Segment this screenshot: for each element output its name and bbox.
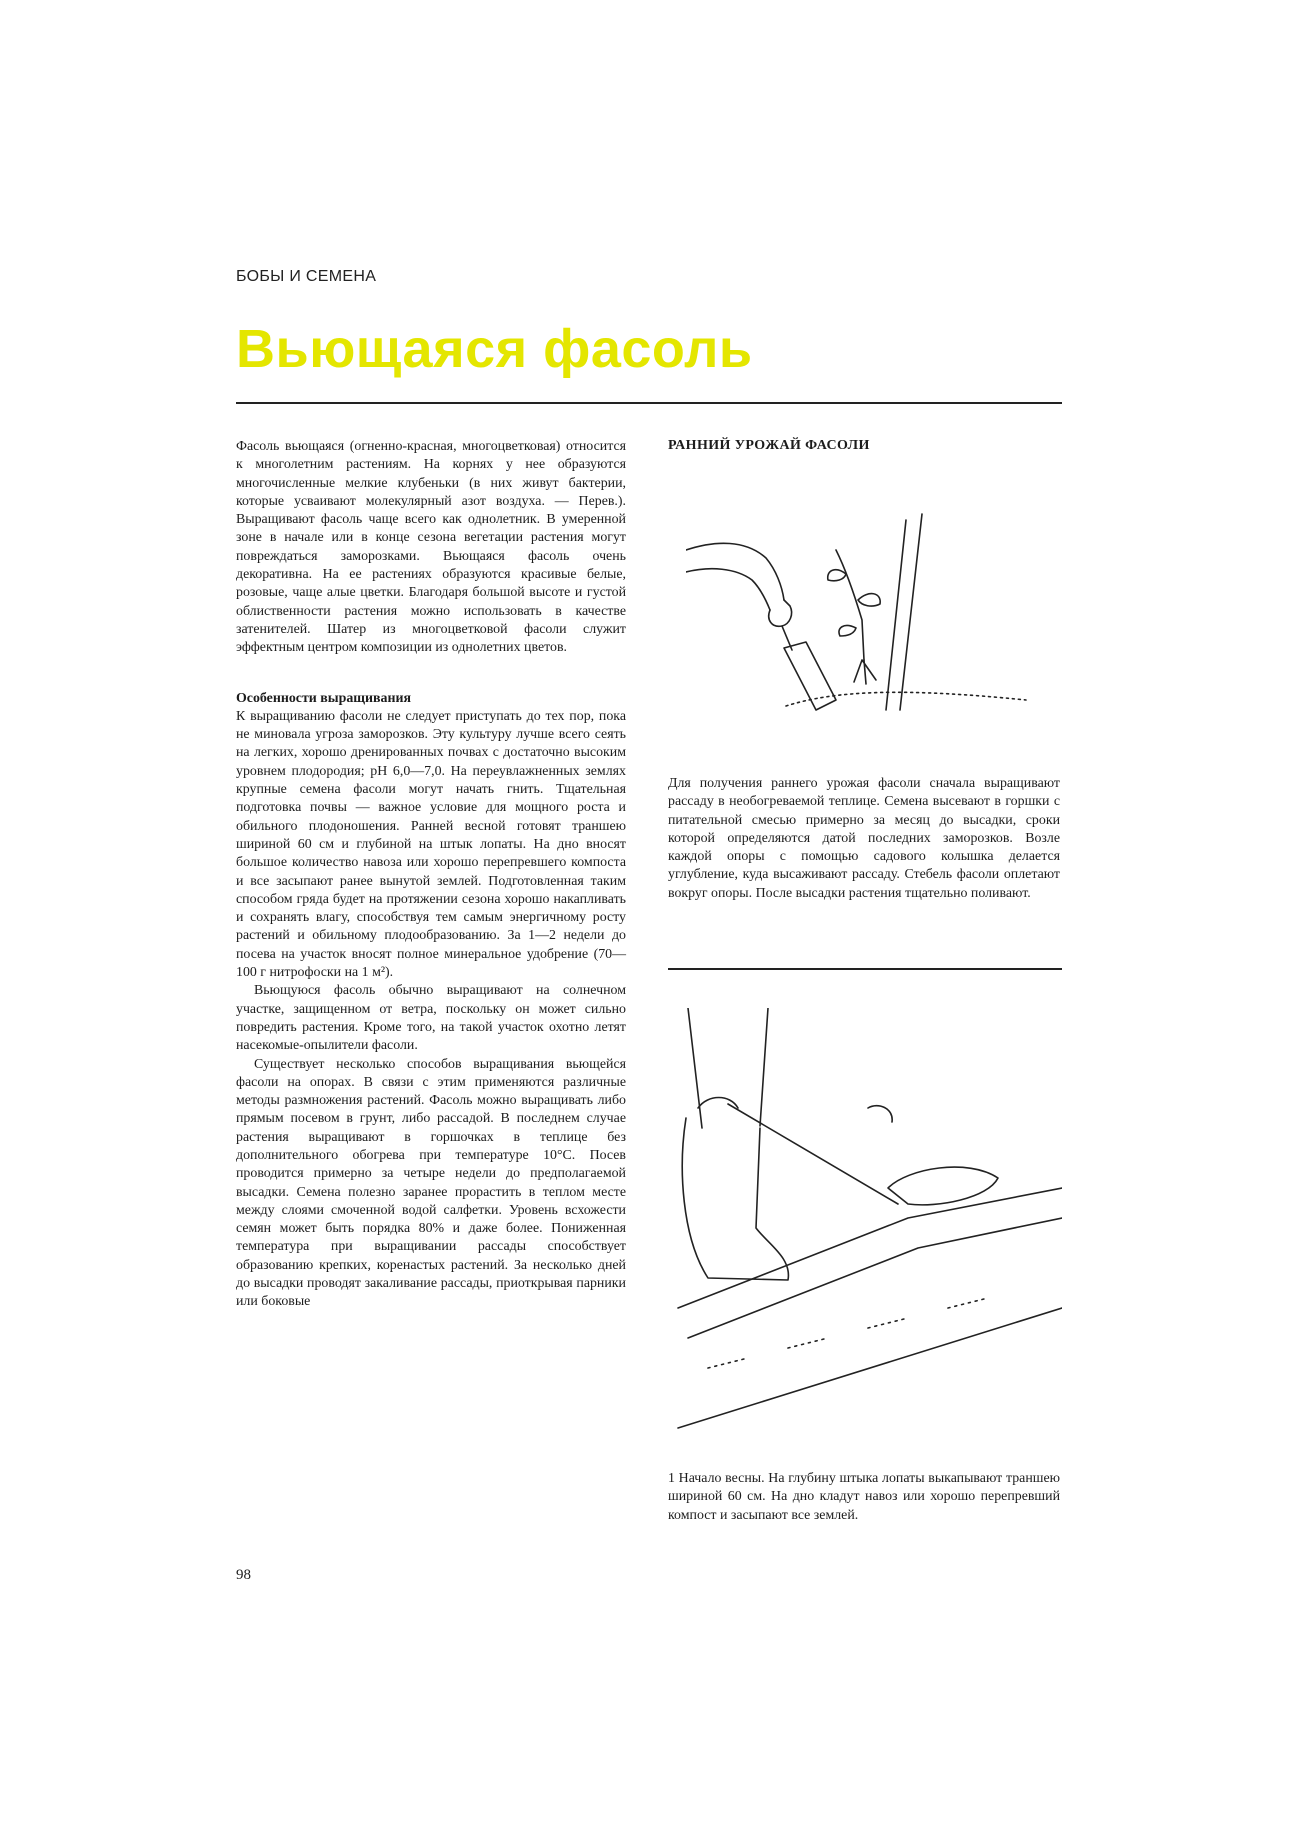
title-divider <box>236 402 1062 404</box>
figure-caption: 1 Начало весны. На глубину штыка лопаты выкапывают траншею шириной 60 см. На дно кладут навоз или хорошо перепревший компост и засыпают все землей. <box>668 1471 1060 1523</box>
legs <box>688 1008 768 1128</box>
page-title: Вьющаяся фасоль <box>236 319 753 379</box>
intro-paragraph: Фасоль вьющаяся (огненно-красная, многоцветковая) относится к многолетним растениям. На корнях у нее образуются многочисленные мелкие клубеньки (в них живут бактерии, которые усваивают молекулярный азот воздуха. — Перев.). Выращивают фасоль чаще всего как однолетник. В умеренной зоне в начале или в конце сезона вегетации растения могут повреждаться заморозками. Вьющаяся фасоль очень декоративна. На ее растениях образуются красивые белые, розовые, чаще алые цветки. Благодаря большой высоте и густой облиственности растения можно использовать в качестве затенителей. Шатер из многоцветковой фасоли служит эффектным центром композиции из однолетних цветов. <box>236 439 626 656</box>
sidebar-heading: РАННИЙ УРОЖАЙ ФАСОЛИ <box>668 438 870 453</box>
fork-handle <box>728 1104 898 1204</box>
digging-trench-illustration <box>668 1008 1062 1444</box>
boot <box>682 1118 788 1280</box>
body-paragraph-1: К выращиванию фасоли не следует приступать до тех пор, пока не миновала угроза заморозков. Эту культуру лучше всего сеять на легких, хорошо дренированных почвах с достаточно высоким уровнем плодородия; pH 6,0—7,0. На переувлажненных землях крупные семена фасоли могут начать гнить. Тщательная подготовка почвы — важное условие для мощного роста и обильного плодоношения. Ранней весной готовят траншею шириной 60 см и глубиной на штык лопаты. На дно вносят большое количество навоза или хорошо перепревшего компоста и все засыпают ранее вынутой землей. Подготовленная таким способом гряда будет на протяжении сезона хорошо накапливать и сохранять влагу, способствуя тем самым энергичному росту растений и обильному плодообразованию. За 1—2 недели до посева на участок вносят полное минеральное удобрение (70—100 г нитрофоски на 1 м²). <box>236 708 626 981</box>
soil-bed <box>678 1308 1062 1428</box>
trench-front-edge <box>688 1218 1062 1338</box>
leaf <box>828 570 846 581</box>
body-paragraph-3: Существует несколько способов выращивания вьющейся фасоли на опорах. В связи с этим применяются различные методы размножения растений. Фасоль можно выращивать либо прямым посевом в грунт, либо рассадой. В последнем случае растения выращивают в горшочках в теплице без дополнительного обогрева при температуре 10°С. Посев проводится примерно за четыре недели до предполагаемой высадки. Семена полезно заранее прорастить в теплом месте между слоями смоченной водой салфетки. Уровень всхожести семян может быть порядка 80% и даже более. Пониженная температура при выращивании рассады способствует образованию крепких, коренастых растений. За несколько дней до высадки проводят закаливание рассады, приоткрывая парники или боковые <box>236 1056 626 1310</box>
ground-line <box>786 692 1026 706</box>
hand-right <box>868 1106 892 1122</box>
left-column <box>236 438 626 1312</box>
manure-pile <box>888 1167 998 1205</box>
paragraph-gap <box>236 658 626 690</box>
hand <box>769 600 792 626</box>
subheading: Особенности выращивания <box>236 690 411 706</box>
sidebar-caption: Для получения раннего урожая фасоли сначала выращивают рассаду в необогреваемой теплице. Семена высевают в горшки с питательной смесью примерно за месяц до высадки, сроки которой определяются датой последних заморозков. Возле каждой опоры с помощью садового колышка делается углубление, куда высаживают рассаду. Стебель фасоли оплетают вокруг опоры. После высадки растения тщательно поливают. <box>668 776 1060 901</box>
planting-seedling-illustration <box>686 510 1034 716</box>
page-number: 98 <box>236 1567 251 1583</box>
roots <box>854 660 876 684</box>
section-label: БОБЫ И СЕМЕНА <box>236 268 377 285</box>
seedling-stem <box>836 550 864 660</box>
body-paragraph-2: Вьющуюся фасоль обычно выращивают на солнечном участке, защищенном от ветра, поскольку он может сильно повредить растения. Кроме того, на такой участок охотно летят насекомые-опылители фасоли. <box>236 983 626 1054</box>
sidebar-divider <box>668 968 1062 970</box>
trench-back-edge <box>678 1188 1062 1308</box>
